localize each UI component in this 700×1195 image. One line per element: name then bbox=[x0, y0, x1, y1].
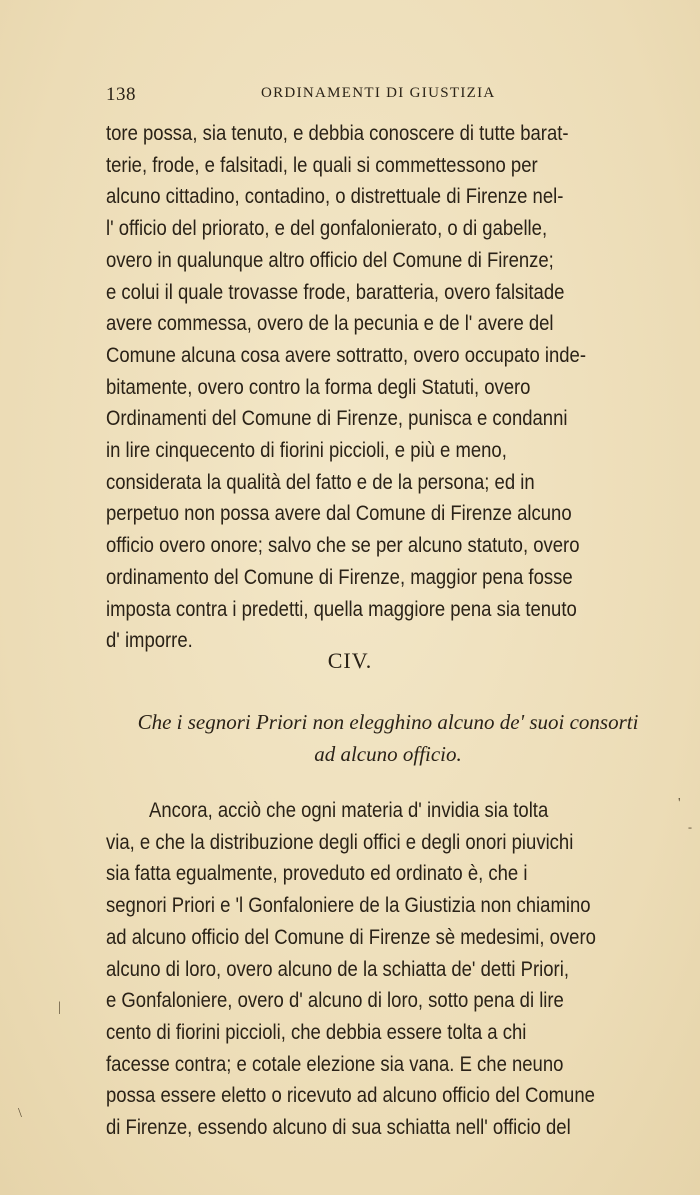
running-head: ORDINAMENTI DI GIUSTIZIA bbox=[261, 85, 496, 101]
text-line: perpetuo non possa avere dal Comune di Firenze alcuno bbox=[106, 501, 572, 526]
print-speck: \ bbox=[18, 1106, 22, 1121]
text-line: possa essere eletto o ricevuto ad alcuno officio del Comune bbox=[106, 1083, 595, 1108]
text-line: ad alcuno officio del Comune di Firenze sè medesimi, overo bbox=[106, 924, 596, 949]
text-line: avere commessa, overo de la pecunia e de l' avere del bbox=[106, 311, 554, 336]
section-number: CIV. bbox=[327, 648, 373, 673]
text-line: l' officio del priorato, e del gonfalonierato, o di gabelle, bbox=[106, 216, 548, 241]
text-line: overo in qualunque altro officio del Comune di Firenze; bbox=[106, 247, 554, 272]
page-header bbox=[106, 84, 670, 108]
text-line: considerata la qualità del fatto e de la persona; ed in bbox=[106, 469, 535, 494]
text-line: di Firenze, essendo alcuno di sua schiatta nell' officio del bbox=[106, 1115, 571, 1140]
rubric-line: ad alcuno officio. bbox=[314, 742, 462, 766]
section-rubric bbox=[106, 706, 670, 770]
page-number: 138 bbox=[106, 84, 136, 105]
text-line: Ordinamenti del Comune di Firenze, punisca e condanni bbox=[106, 406, 568, 431]
text-line: e colui il quale trovasse frode, baratteria, overo falsitade bbox=[106, 279, 565, 304]
text-line: e Gonfaloniere, overo d' alcuno di loro, sotto pena di lire bbox=[106, 988, 564, 1013]
text-line: terie, frode, e falsitadi, le quali si commettessono per bbox=[106, 152, 538, 177]
text-line: ordinamento del Comune di Firenze, maggior pena fosse bbox=[106, 564, 573, 589]
text-line: d' imporre. bbox=[106, 628, 193, 653]
text-line: officio overo onore; salvo che se per alcuno statuto, overo bbox=[106, 533, 580, 558]
text-line: facesse contra; e cotale elezione sia vana. E che neuno bbox=[106, 1051, 564, 1076]
text-line: alcuno cittadino, contadino, o distrettuale di Firenze nel- bbox=[106, 184, 564, 209]
text-line: in lire cinquecento di fiorini piccioli, e più e meno, bbox=[106, 438, 507, 463]
print-speck: - bbox=[688, 820, 692, 834]
print-speck: ' bbox=[678, 796, 681, 811]
text-line: cento di fiorini piccioli, che debbia essere tolta a chi bbox=[106, 1019, 527, 1044]
paragraph-continued bbox=[106, 118, 670, 657]
rubric-line: Che i segnori Priori non elegghino alcuno de' suoi consorti bbox=[137, 710, 639, 734]
text-line: via, e che la distribuzione degli offici e degli onori piuvichi bbox=[106, 829, 574, 854]
paragraph-section bbox=[106, 795, 670, 1144]
text-line: imposta contra i predetti, quella maggiore pena sia tenuto bbox=[106, 596, 577, 621]
text-line: sia fatta egualmente, proveduto ed ordinato è, che i bbox=[106, 861, 528, 886]
text-line: tore possa, sia tenuto, e debbia conoscere di tutte barat- bbox=[106, 121, 569, 145]
text-line: alcuno di loro, overo alcuno de la schiatta de' detti Priori, bbox=[106, 956, 569, 981]
text-line: segnori Priori e 'l Gonfaloniere de la Giustizia non chiamino bbox=[106, 893, 591, 918]
text-line: Comune alcuna cosa avere sottratto, overo occupato inde- bbox=[106, 342, 587, 367]
text-line: Ancora, acciò che ogni materia d' invidia sia tolta bbox=[149, 798, 549, 822]
text-line: bitamente, overo contro la forma degli Statuti, overo bbox=[106, 374, 531, 399]
print-speck: | bbox=[58, 1000, 61, 1015]
